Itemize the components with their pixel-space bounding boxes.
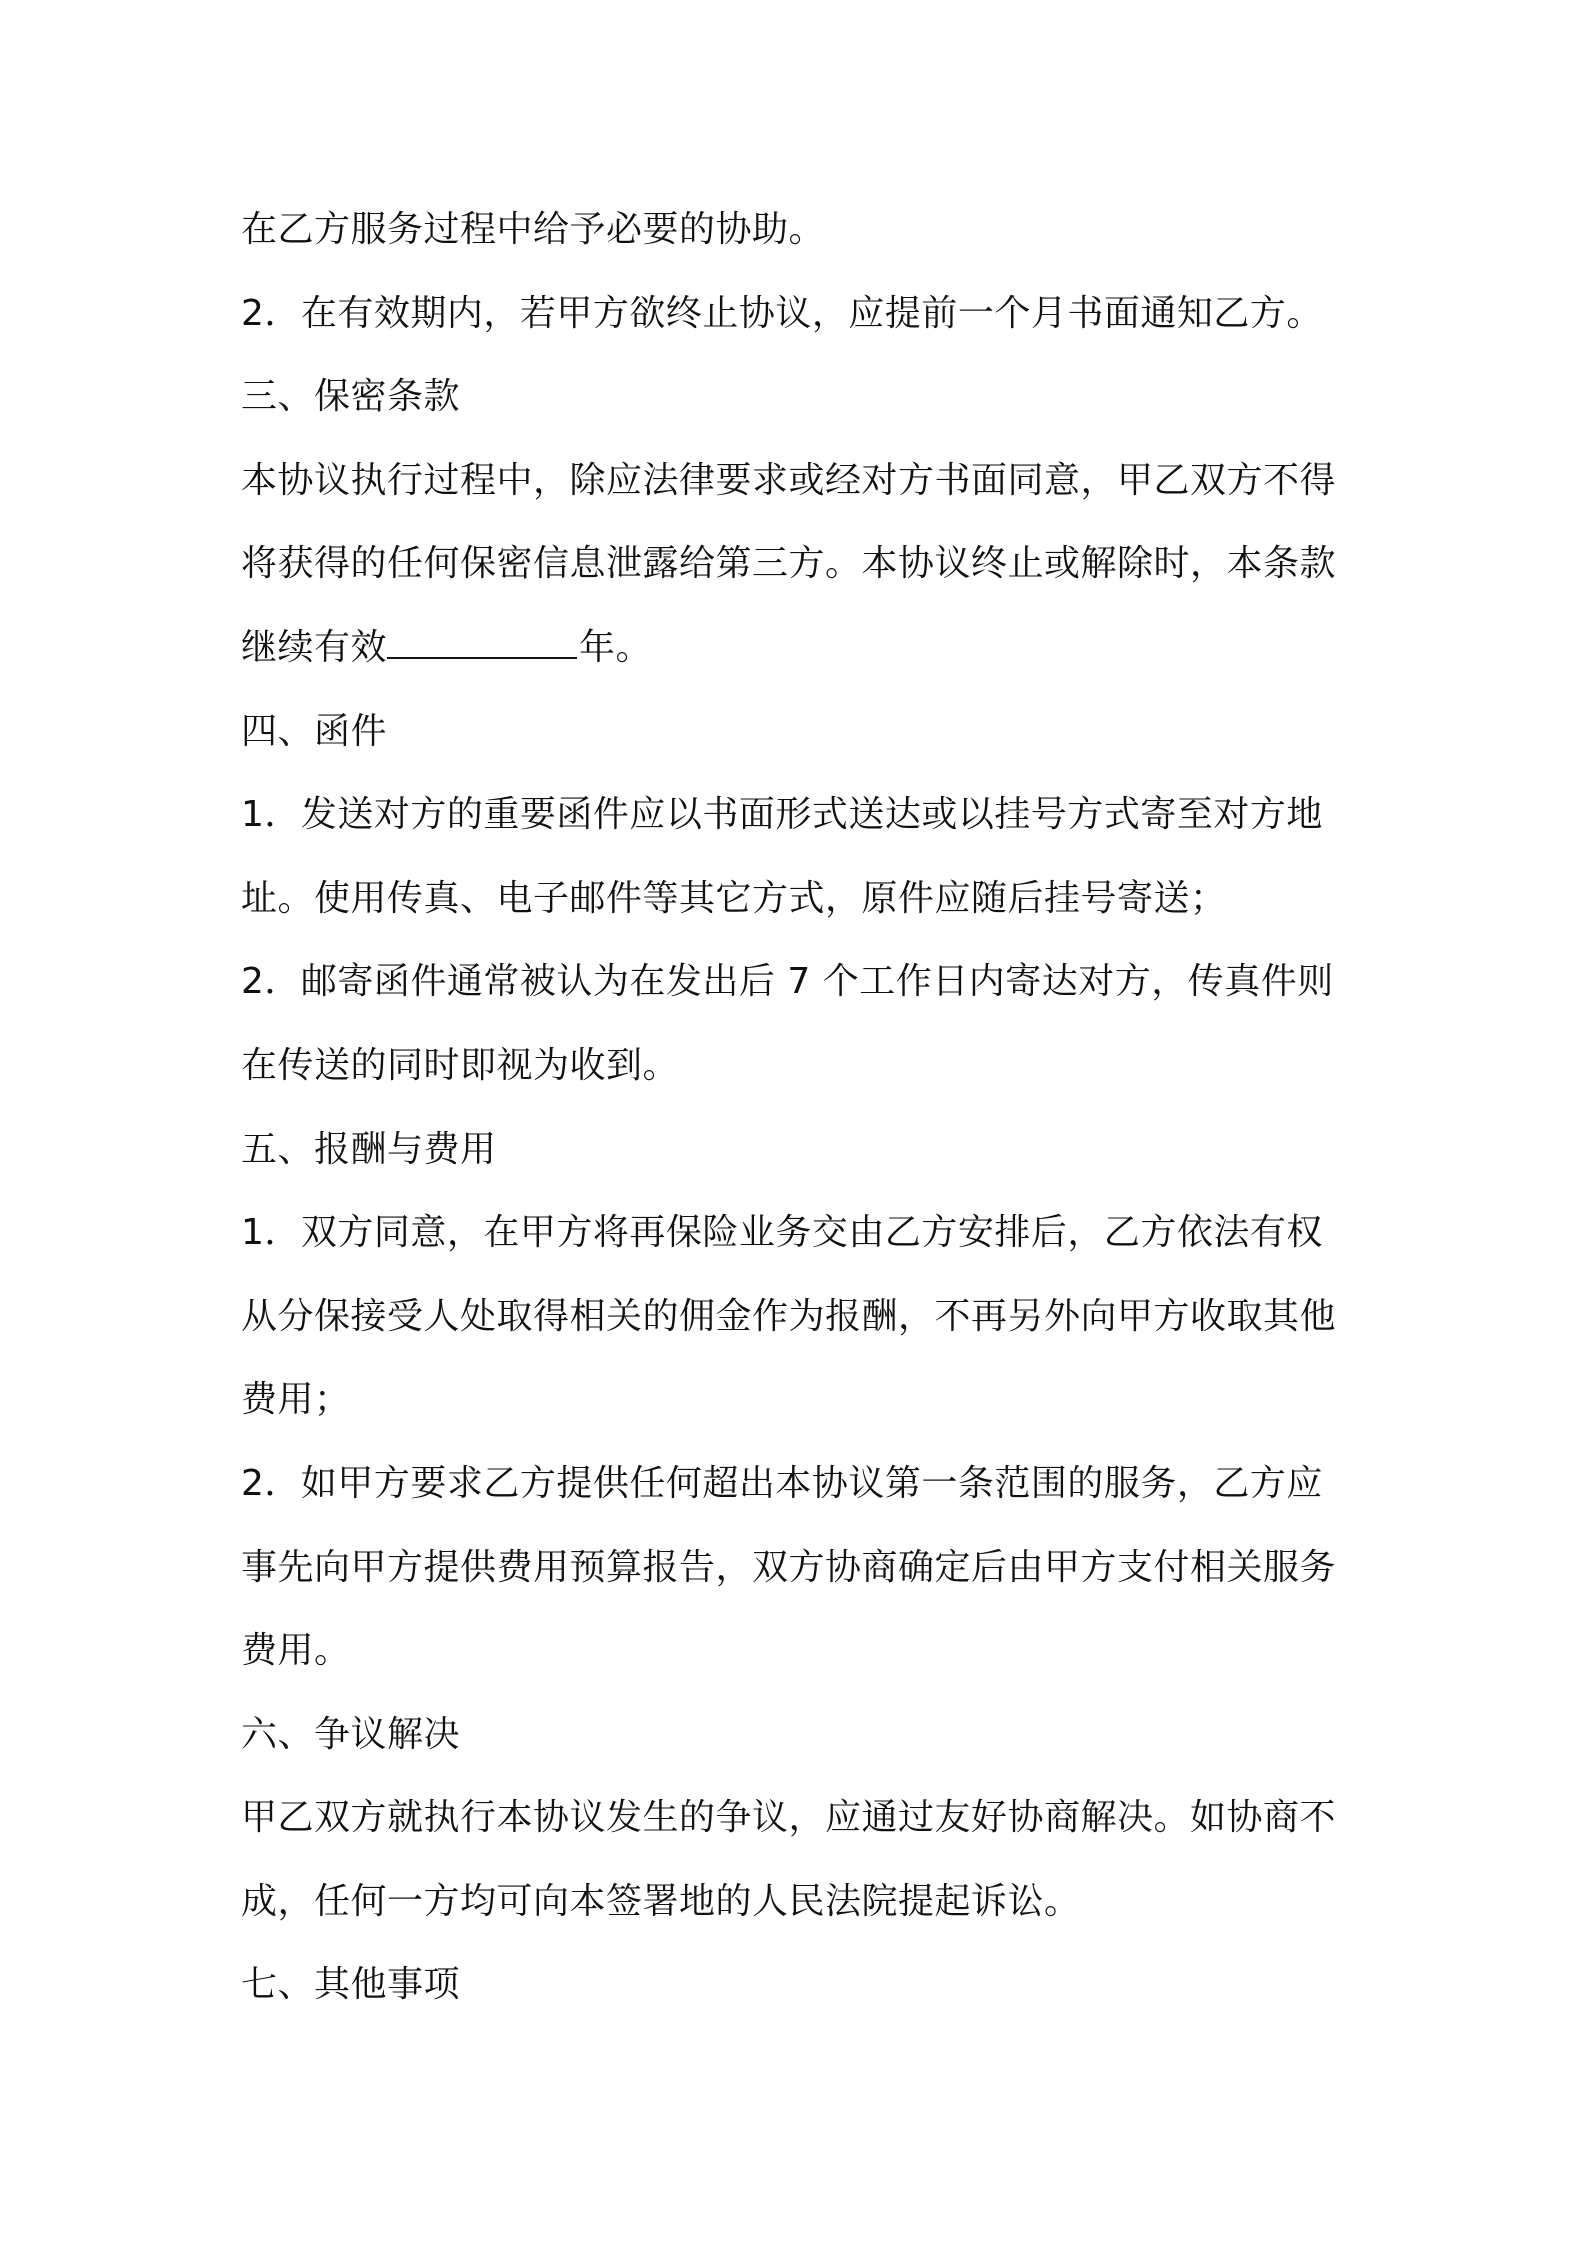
paragraph-line: 本协议执行过程中，除应法律要求或经对方书面同意，甲乙双方不得: [241, 459, 1337, 501]
paragraph-line: 址。使用传真、电子邮件等其它方式，原件应随后挂号寄送；: [241, 877, 1227, 919]
section-heading-other-matters: 七、其他事项: [241, 1964, 461, 2006]
paragraph-line: 甲乙双方就执行本协议发生的争议，应通过友好协商解决。如协商不: [241, 1797, 1337, 1839]
validity-suffix: 年。: [579, 626, 653, 668]
confidentiality-validity-line: [241, 606, 1356, 690]
paragraph-line: 2．邮寄函件通常被认为在发出后 7 个工作日内寄达对方，传真件则: [241, 961, 1334, 1003]
paragraph-line: 在传送的同时即视为收到。: [241, 1044, 680, 1086]
validity-prefix: 继续有效: [241, 626, 388, 668]
paragraph-line: 将获得的任何保密信息泄露给第三方。本协议终止或解除时，本条款: [241, 543, 1337, 585]
paragraph-line: 在乙方服务过程中给予必要的协助。: [241, 209, 826, 250]
paragraph-line: 1．发送对方的重要函件应以书面形式送达或以挂号方式寄至对方地: [241, 794, 1323, 836]
validity-years-blank: [387, 613, 577, 659]
contract-body: [241, 188, 1356, 2027]
section-heading-dispute-resolution: 六、争议解决: [241, 1713, 461, 1755]
paragraph-line: 费用；: [241, 1379, 351, 1421]
section-heading-correspondence: 四、函件: [241, 710, 388, 752]
paragraph-line: 2．如甲方要求乙方提供任何超出本协议第一条范围的服务，乙方应: [241, 1462, 1323, 1504]
paragraph-line: 1．双方同意，在甲方将再保险业务交由乙方安排后，乙方依法有权: [241, 1212, 1323, 1254]
section-heading-remuneration: 五、报酬与费用: [241, 1128, 497, 1170]
paragraph-line: 成，任何一方均可向本签署地的人民法院提起诉讼。: [241, 1880, 1081, 1922]
clause-2-termination-notice: 2．在有效期内，若甲方欲终止协议，应提前一个月书面通知乙方。: [241, 292, 1323, 334]
section-heading-confidentiality: 三、保密条款: [241, 376, 461, 418]
paragraph-line: 费用。: [241, 1630, 351, 1672]
paragraph-line: 事先向甲方提供费用预算报告，双方协商确定后由甲方支付相关服务: [241, 1546, 1337, 1588]
paragraph-line: 从分保接受人处取得相关的佣金作为报酬，不再另外向甲方收取其他: [241, 1295, 1337, 1337]
